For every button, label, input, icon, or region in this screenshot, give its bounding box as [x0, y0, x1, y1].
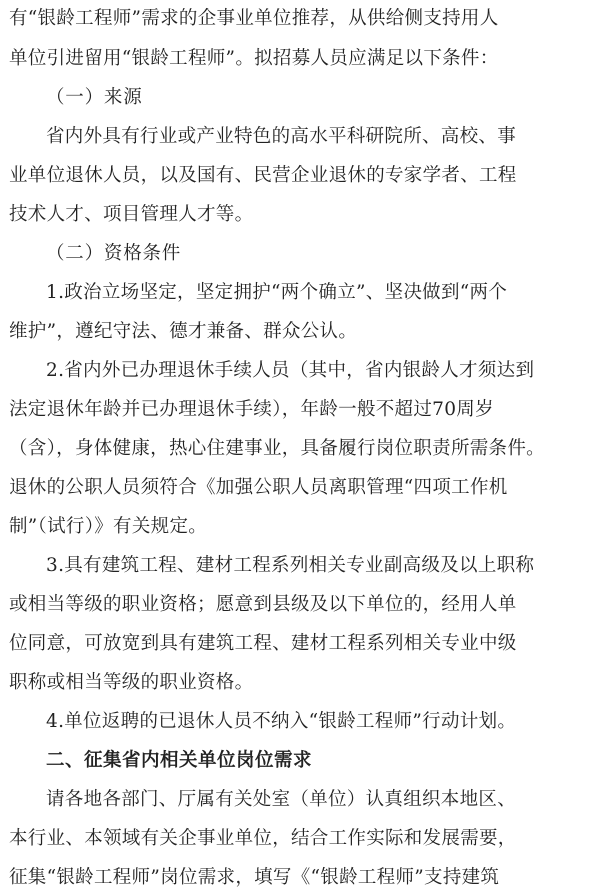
list-item-4: 4.单位返聘的已退休人员不纳入“银龄工程师”行动计划。	[46, 711, 517, 732]
list-item-2: 2.省内外已办理退休手续人员（其中，省内银龄人才须达到	[46, 360, 535, 381]
paragraph-line: 请各地各部门、厅属有关处室（单位）认真组织本地区、	[46, 789, 517, 810]
text-line: 位同意，可放宽到具有建筑工程、建材工程系列相关专业中级	[9, 633, 517, 654]
text-line: 制”（试行）》有关规定。	[9, 516, 208, 537]
section-heading-2: 二、征集省内相关单位岗位需求	[46, 750, 313, 771]
list-item-3: 3.具有建筑工程、建材工程系列相关专业副高级及以上职称	[46, 555, 535, 576]
text-line: 业单位退休人员，以及国有、民营企业退休的专家学者、工程	[9, 165, 517, 186]
text-line: 职称或相当等级的职业资格。	[9, 672, 254, 693]
text-line: 本行业、本领域有关企事业单位，结合工作实际和发展需要，	[9, 828, 517, 849]
text-line: 维护”，遵纪守法、德才兼备、群众公认。	[9, 321, 358, 342]
paragraph-line: 省内外具有行业或产业特色的高水平科研院所、高校、事	[46, 126, 517, 147]
section-heading-source: （一）来源	[46, 87, 143, 108]
text-line: 法定退休年龄并已办理退休手续），年龄一般不超过70周岁	[9, 399, 494, 420]
text-line: 有“银龄工程师”需求的企事业单位推荐，从供给侧支持用人	[9, 8, 499, 29]
text-line: 技术人才、项目管理人才等。	[9, 204, 254, 225]
text-line: 退休的公职人员须符合《加强公职人员离职管理“四项工作机	[9, 477, 508, 498]
list-item-1: 1.政治立场坚定，坚定拥护“两个确立”、坚决做到“两个	[46, 282, 508, 303]
text-line: 单位引进留用“银龄工程师”。拟招募人员应满足以下条件：	[9, 48, 499, 69]
text-line: 征集“银龄工程师”岗位需求，填写《“银龄工程师”支持建筑	[9, 867, 500, 888]
section-heading-qualifications: （二）资格条件	[46, 243, 182, 264]
text-line: 或相当等级的职业资格；愿意到县级及以下单位的，经用人单	[9, 594, 517, 615]
text-line: （含），身体健康，热心住建事业，具备履行岗位职责所需条件。	[9, 438, 545, 459]
